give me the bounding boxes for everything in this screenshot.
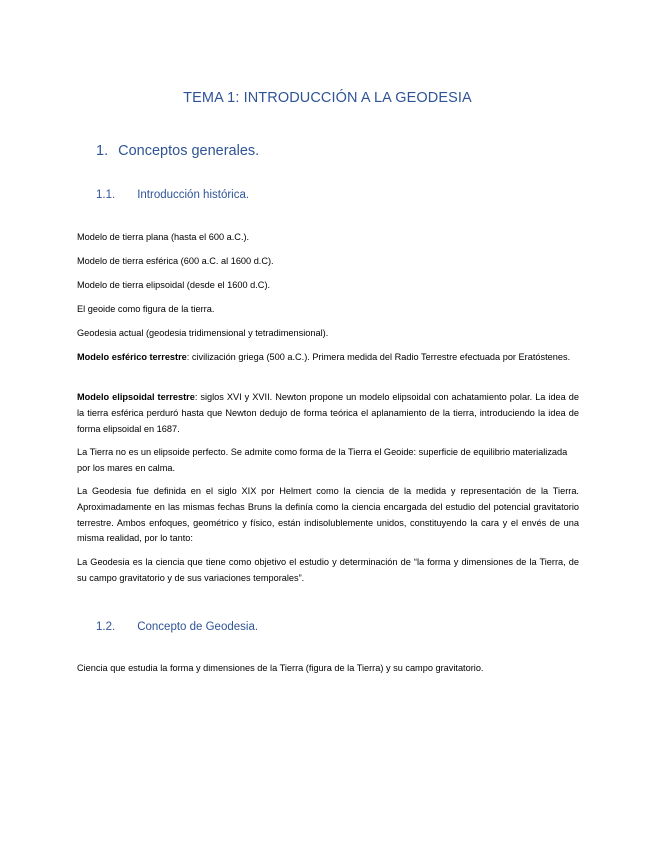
paragraph-11: Ciencia que estudia la forma y dimensiones de la Tierra (figura de la Tierra) y su campo gravitatorio. [77, 663, 484, 673]
subsection-label: Introducción histórica. [137, 189, 250, 201]
subsection-heading-1-1 [96, 189, 249, 201]
paragraph-2: Modelo de tierra esférica (600 a.C. al 1600 d.C). [77, 256, 274, 266]
document-title: TEMA 1: INTRODUCCIÓN A LA GEODESIA [183, 90, 472, 106]
paragraph-9: La Geodesia fue definida en el siglo XIX por Helmert como la ciencia de la medida y representación de la Tierra. Aproximadamente en las mismas fechas Bruns la definía como la ciencia encargada del estudio del potencial gravitatorio terrestre. Ambos enfoques, geométrico y físico, están indisolublemente unidos, constituyendo la cara y el envés de una misma realidad, por lo tanto: [77, 486, 579, 544]
paragraph-10: La Geodesia es la ciencia que tiene como objetivo el estudio y determinación de “la forma y dimensiones de la Tierra, de su campo gravitatorio y de sus variaciones temporales”. [77, 557, 579, 583]
paragraph-6 [77, 350, 579, 366]
paragraph-text: : siglos XVI y XVII. Newton propone un modelo elipsoidal con achatamiento polar. La idea de la tierra esférica perduró hasta que Newton dedujo de forma teórica el aplanamiento de la tierra, introduciendo la idea de forma elipsoidal en 1687. [77, 392, 580, 434]
paragraph-8: La Tierra no es un elipsoide perfecto. Se admite como forma de la Tierra el Geoide: superficie de equilibrio materializada por los mares en calma. [77, 447, 568, 473]
paragraph-1: Modelo de tierra plana (hasta el 600 a.C.). [77, 232, 250, 242]
subsection-number: 1.1. [96, 189, 116, 201]
section-label: Conceptos generales. [118, 143, 260, 159]
paragraph-4: El geoide como figura de la tierra. [77, 304, 215, 314]
paragraph-5: Geodesia actual (geodesia tridimensional y tetradimensional). [77, 328, 329, 338]
section-number: 1. [96, 143, 109, 159]
paragraph-text: : civilización griega (500 a.C.). Primera medida del Radio Terrestre efectuada por Eratóstenes. [186, 352, 571, 362]
bold-term: Modelo esférico terrestre [77, 352, 187, 362]
section-heading-1 [96, 143, 259, 159]
paragraph-3: Modelo de tierra elipsoidal (desde el 1600 d.C). [77, 280, 271, 290]
subsection-heading-1-2 [96, 621, 258, 633]
bold-term: Modelo elipsoidal terrestre [77, 392, 195, 402]
subsection-label: Concepto de Geodesia. [137, 621, 259, 633]
paragraph-7 [77, 390, 579, 437]
subsection-number: 1.2. [96, 621, 116, 633]
